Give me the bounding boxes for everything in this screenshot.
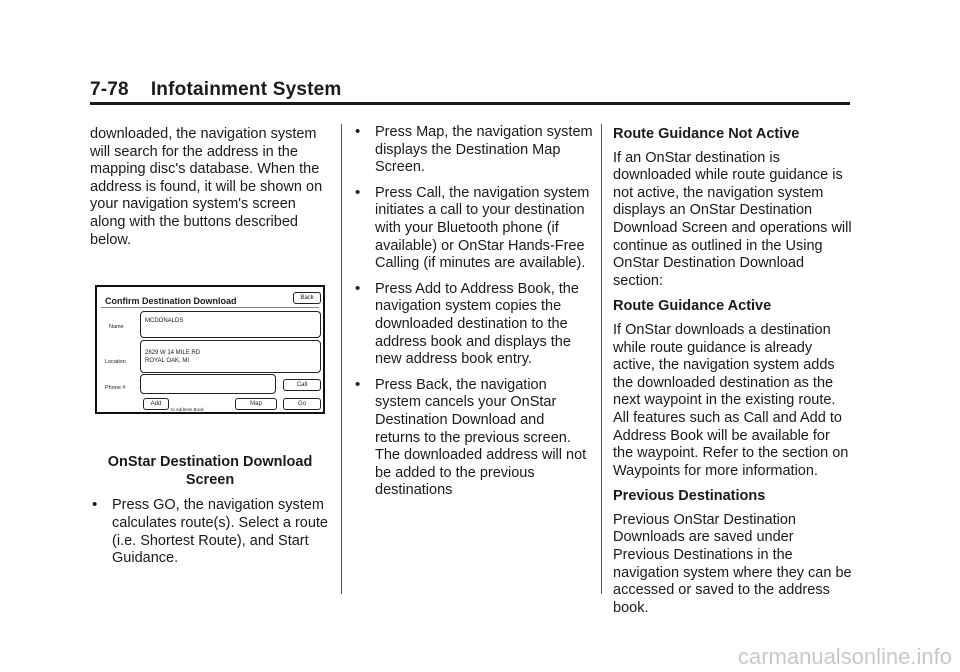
name-label: Name — [109, 324, 124, 331]
location-field — [140, 340, 321, 373]
figure-title-divider — [101, 307, 319, 308]
figure-caption: OnStar Destination Download Screen — [107, 454, 313, 488]
header-text — [90, 79, 850, 101]
phone-label: Phone # — [105, 385, 126, 392]
location-line-1: 2829 W 14 MILE RD — [145, 350, 201, 357]
bullet-call: • Press Call, the navigation system initiates a call to your destination with your Bluetooth phone (if available) or OnStar Hands-Free Calling (if minutes are available). — [353, 185, 593, 273]
name-value: MCDONALDS — [145, 318, 184, 325]
paragraph-route-guidance-not-active: If an OnStar destination is downloaded while route guidance is not active, the navigation system displays an OnStar Destination Download Screen and operations will continue as outlined in the Using OnStar Destination Download section: — [613, 149, 852, 289]
paragraph-previous-destinations: Previous OnStar Destination Downloads are saved under Previous Destinations in the navigation system where they can be accessed or saved to the address book. — [613, 511, 852, 616]
bullet-back: • Press Back, the navigation system cancels your OnStar Destination Download and returns to the previous screen. The downloaded address will not be added to the previous destinations — [353, 377, 593, 500]
watermark: carmanualsonline.info — [737, 644, 952, 669]
name-field — [140, 311, 321, 338]
bullet-go: • Press GO, the navigation system calculates route(s). Select a route (i.e. Shortest Route), and Start Guidance. — [90, 497, 330, 567]
page-header — [90, 79, 850, 101]
heading-route-guidance-active: Route Guidance Active — [613, 298, 772, 315]
bullet-add-to-address-book: • Press Add to Address Book, the navigation system copies the downloaded destination to the address book and displays the new address book entry. — [353, 281, 593, 369]
column-divider-1 — [341, 124, 342, 594]
location-line-2: ROYAL OAK, MI — [145, 358, 190, 365]
call-button[interactable]: Call — [283, 379, 321, 391]
heading-route-guidance-not-active: Route Guidance Not Active — [613, 126, 800, 142]
paragraph-route-guidance-active: If OnStar downloads a destination while route guidance is already active, the navigation system adds the downloaded destination as the next waypoint in the existing route. All features such as Call and Add to Address Book will be available for the waypoint. Refer to the section on Waypoints for more information. — [613, 321, 849, 479]
section-title: Infotainment System — [150, 79, 342, 100]
to-address-book-label: to Address Book — [171, 407, 204, 413]
phone-field — [140, 374, 276, 394]
column-divider-2 — [601, 124, 602, 594]
column-2 — [353, 124, 593, 508]
add-button[interactable]: Add — [143, 398, 169, 410]
column-3 — [613, 126, 853, 625]
col2-bullet-list — [353, 124, 593, 500]
go-button[interactable]: Go — [283, 398, 321, 410]
intro-paragraph: downloaded, the navigation system will search for the address in the mapping disc's database. When the address is found, it will be shown on your navigation system's screen along with the buttons described below. — [90, 126, 323, 248]
figure-title: Confirm Destination Download — [105, 296, 237, 307]
header-rule — [90, 102, 850, 105]
destination-download-screen-figure — [95, 285, 325, 414]
column-1 — [90, 126, 330, 576]
page-number: 7-78 — [90, 79, 129, 100]
col1-bullet-list — [90, 497, 330, 567]
bullet-map: • Press Map, the navigation system displays the Destination Map Screen. — [353, 124, 593, 177]
back-button[interactable]: Back — [293, 292, 321, 304]
figure-spacer — [90, 414, 330, 454]
map-button[interactable]: Map — [235, 398, 277, 410]
heading-previous-destinations: Previous Destinations — [613, 488, 766, 505]
location-label: Location — [105, 359, 126, 366]
